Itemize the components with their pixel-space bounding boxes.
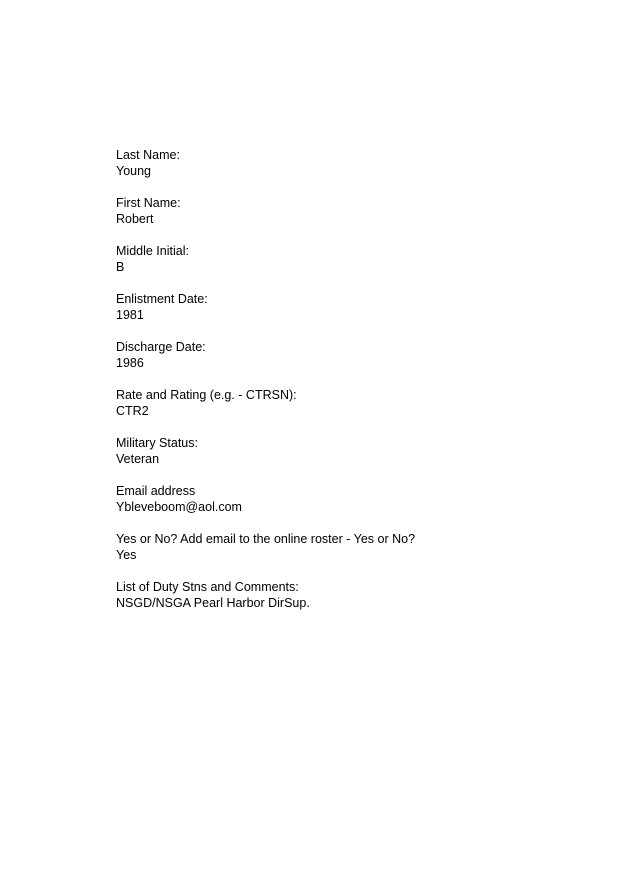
field-value: Veteran <box>116 452 160 466</box>
field-value: B <box>116 260 125 274</box>
field-last-name <box>116 147 596 179</box>
field-label: Middle Initial: <box>116 244 189 258</box>
field-first-name <box>116 195 596 227</box>
field-email-address <box>116 483 596 515</box>
field-value: CTR2 <box>116 404 149 418</box>
field-value: NSGD/NSGA Pearl Harbor DirSup. <box>116 596 310 610</box>
field-label: Rate and Rating (e.g. - CTRSN): <box>116 388 297 402</box>
field-value: Young <box>116 164 151 178</box>
member-record <box>116 147 596 627</box>
field-value: Ybleveboom@aol.com <box>116 500 242 514</box>
field-label: Email address <box>116 484 196 498</box>
field-label: Enlistment Date: <box>116 292 208 306</box>
field-label: List of Duty Stns and Comments: <box>116 580 299 594</box>
field-roster-consent <box>116 531 596 563</box>
field-value: 1986 <box>116 356 144 370</box>
field-discharge-date <box>116 339 596 371</box>
field-label: Military Status: <box>116 436 198 450</box>
field-label: First Name: <box>116 196 181 210</box>
field-label: Yes or No? Add email to the online roster - Yes or No? <box>116 532 416 546</box>
field-value: 1981 <box>116 308 144 322</box>
field-label: Discharge Date: <box>116 340 206 354</box>
field-value: Yes <box>116 548 137 562</box>
field-label: Last Name: <box>116 148 180 162</box>
field-middle-initial <box>116 243 596 275</box>
field-duty-stations <box>116 579 596 611</box>
field-value: Robert <box>116 212 154 226</box>
field-military-status <box>116 435 596 467</box>
field-enlistment-date <box>116 291 596 323</box>
field-rate-and-rating <box>116 387 596 419</box>
